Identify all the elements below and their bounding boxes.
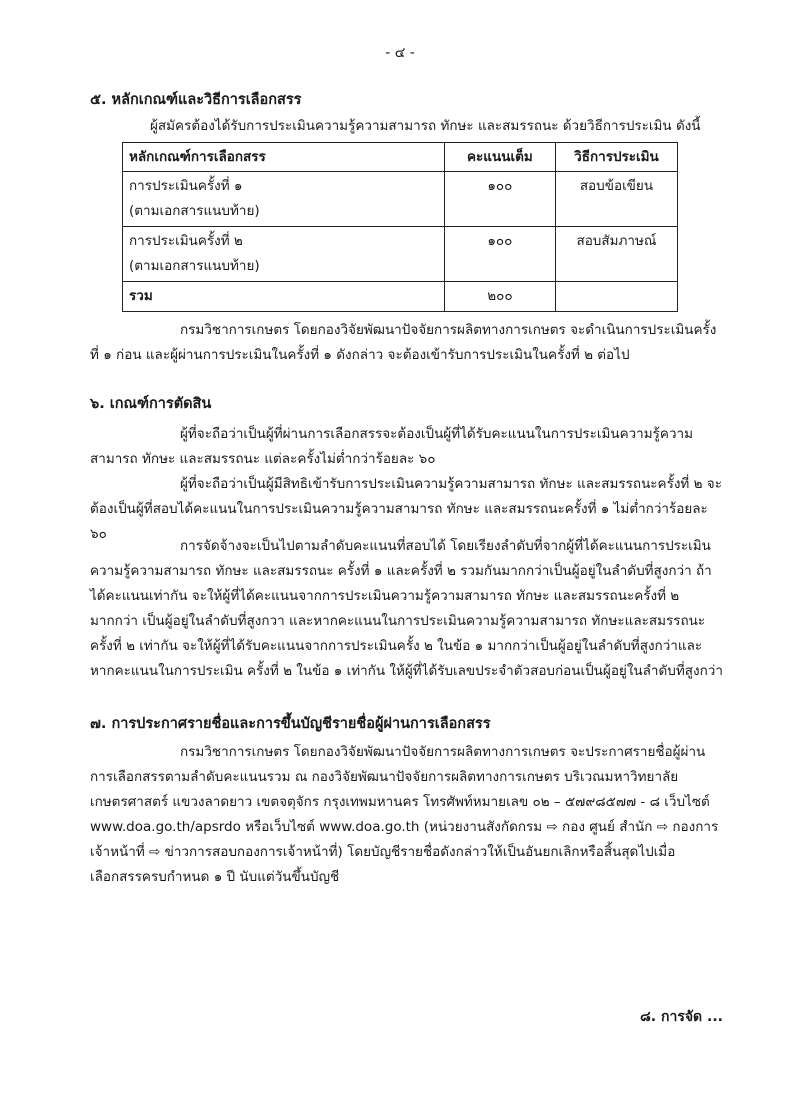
table-row — [123, 227, 678, 282]
next-page-continuation: ๘. การจัด ... — [640, 1009, 723, 1025]
header-score: คะแนนเต็ม — [444, 143, 555, 172]
section-6-paragraph-3: การจัดจ้างจะเป็นไปตามลำดับคะแนนที่สอบได้ โดยเรียงลำดับที่จากผู้ที่ได้คะแนนการประเมินความรู้ความสามารถ ทักษะ และสมรรถนะ ครั้งที่ ๑ และครั้งที่ ๒ รวมกันมากกว่าเป็นผู้อยู่ในลำดับที่สูงกว่า ถ้าได้คะแนนเท่ากัน จะให้ผู้ที่ได้คะแนนจากการประเมินความรู้ความสามารถ ทักษะ และสมรรถนะครั้งที่ ๒ มากกว่า เป็นผู้อยู่ในลำดับที่สูงกวา และหากคะแนนในการประเมินความรู้ความสามารถ ทักษะและสมรรถนะครั้งที่ ๒ เท่ากัน จะให้ผู้ที่ได้รับคะแนนจากการประเมินครั้ง ๒ ในข้อ ๑ มากกว่าเป็นผู้อยู่ในลำดับที่สูงกว่าและหากคะแนนในการประเมิน ครั้งที่ ๒ ในข้อ ๑ เท่ากัน ให้ผู้ที่ได้รับเลขประจำตัวสอบก่อนเป็นผู้อยู่ในลำดับที่สูงกว่า — [90, 538, 723, 679]
section-6-heading: ๖. เกณฑ์การตัดสิน — [90, 396, 212, 412]
table-total-row — [123, 282, 678, 312]
section-6-paragraph-1: ผู้ที่จะถือว่าเป็นผู้ที่ผ่านการเลือกสรรจะต้องเป็นผู้ที่ได้รับคะแนนในการประเมินความรู้ความสามารถ ทักษะ และสมรรถนะ แต่ละครั้งไม่ต่ำกว่าร้อยละ ๖๐ — [90, 426, 694, 467]
section-6-paragraph-2: ผู้ที่จะถือว่าเป็นผู้มีสิทธิเข้ารับการประเมินความรู้ความสามารถ ทักษะ และสมรรถนะครั้งที่ ๒ จะต้องเป็นผู้ที่สอบได้คะแนนในการประเมินความรู้ความสามารถ ทักษะ และสมรรถนะครั้งที่ ๑ ไม่ต่ำกว่าร้อยละ ๖๐ — [90, 476, 722, 542]
criterion-note: (ตามเอกสารแนบท้าย) — [129, 258, 260, 274]
method: สอบข้อเขียน — [555, 172, 677, 227]
method: สอบสัมภาษณ์ — [555, 227, 677, 282]
section-7-heading: ๗. การประกาศรายชื่อและการขึ้นบัญชีรายชื่อผู้ผ่านการเลือกสรร — [90, 716, 491, 732]
section-5-intro: ผู้สมัครต้องได้รับการประเมินความรู้ความสามารถ ทักษะ และสมรรถนะ ด้วยวิธีการประเมิน ดังนี้ — [150, 118, 701, 134]
table-header-row — [123, 143, 678, 172]
total-label: รวม — [123, 282, 445, 312]
section-5-paragraph: กรมวิชาการเกษตร โดยกองวิจัยพัฒนาปัจจัยการผลิตทางการเกษตร จะดำเนินการประเมินครั้งที่ ๑ ก่อน และผู้ผ่านการประเมินในครั้งที่ ๑ ดังกล่าว จะต้องเข้ารับการประเมินในครั้งที่ ๒ ต่อไป — [90, 322, 717, 363]
section-5-heading: ๕. หลักเกณฑ์และวิธีการเลือกสรร — [90, 92, 302, 108]
score: ๑๐๐ — [444, 172, 555, 227]
page-number: - ๔ - — [385, 45, 415, 61]
score: ๑๐๐ — [444, 227, 555, 282]
total-score: ๒๐๐ — [444, 282, 555, 312]
header-method: วิธีการประเมิน — [555, 143, 677, 172]
header-criterion: หลักเกณฑ์การเลือกสรร — [123, 143, 445, 172]
criterion: การประเมินครั้งที่ ๑ — [129, 178, 243, 194]
criterion: การประเมินครั้งที่ ๒ — [129, 233, 243, 249]
criterion-note: (ตามเอกสารแนบท้าย) — [129, 203, 260, 219]
table-row — [123, 172, 678, 227]
criteria-table — [122, 142, 678, 312]
section-7-paragraph: กรมวิชาการเกษตร โดยกองวิจัยพัฒนาปัจจัยการผลิตทางการเกษตร จะประกาศรายชื่อผู้ผ่านการเลือกสรรตามลำดับคะแนนรวม ณ กองวิจัยพัฒนาปัจจัยการผลิตทางการเกษตร บริเวณมหาวิทยาลัยเกษตรศาสตร์ แขวงลาดยาว เขตจตุจักร กรุงเทพมหานคร โทรศัพท์หมายเลข ๐๒ – ๕๗๙๘๕๗๗ - ๘ เว็บไซต์ www.doa.go.th/apsrdo หรือเว็บไซต์ www.doa.go.th (หน่วยงานสังกัดกรม ⇨ กอง ศูนย์ สำนัก ⇨ กองการเจ้าหน้าที่ ⇨ ข่าวการสอบกองการเจ้าหน้าที่) โดยบัญชีรายชื่อดังกล่าวให้เป็นอันยกเลิกหรือสิ้นสุดไปเมื่อเลือกสรรครบกำหนด ๑ ปี นับแต่วันขึ้นบัญชี — [90, 744, 719, 885]
total-method — [555, 282, 677, 312]
